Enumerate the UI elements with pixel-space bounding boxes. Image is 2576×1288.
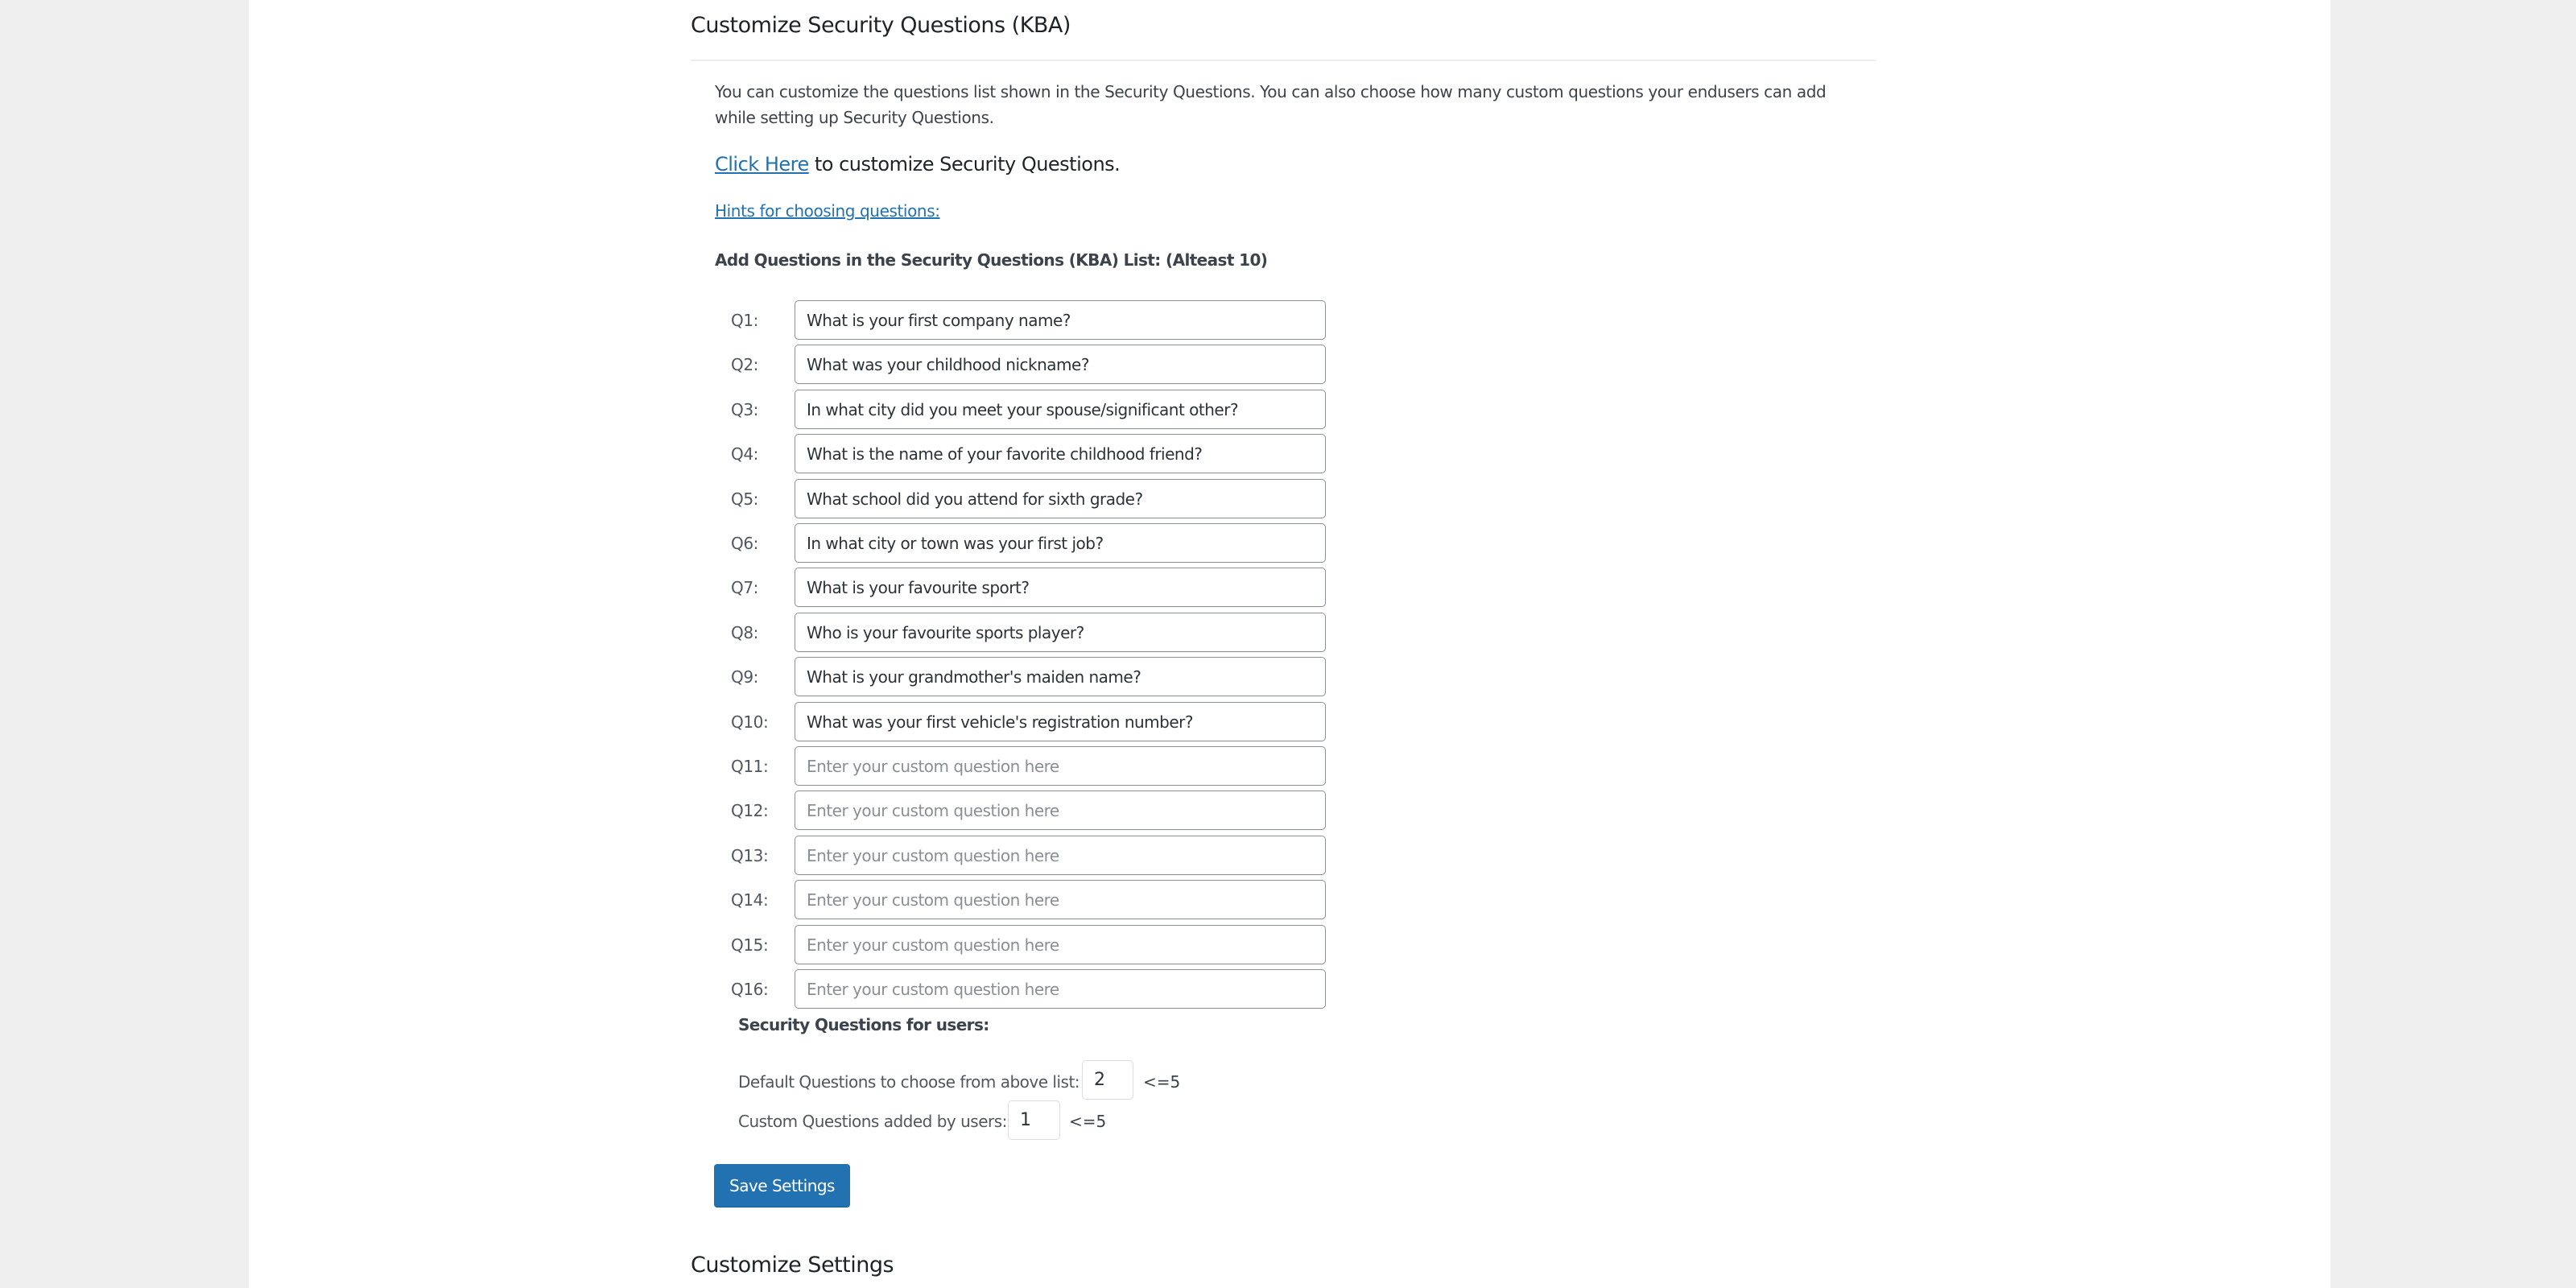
add-questions-heading: Add Questions in the Security Questions (KBA) List: (Alteast 10) <box>715 250 1268 270</box>
hints-link[interactable]: Hints for choosing questions: <box>715 201 940 221</box>
question-input-q15[interactable] <box>795 925 1326 964</box>
default-questions-limit: <=5 <box>1143 1072 1181 1092</box>
question-input-q5[interactable] <box>795 479 1326 518</box>
question-label: Q16: <box>731 980 769 999</box>
question-label: Q13: <box>731 846 769 865</box>
question-input-q8[interactable] <box>795 613 1326 652</box>
default-questions-label: Default Questions to choose from above list: <box>738 1072 1080 1092</box>
question-input-q7[interactable] <box>795 568 1326 607</box>
question-label: Q10: <box>731 712 769 732</box>
save-settings-button[interactable]: Save Settings <box>714 1164 850 1207</box>
custom-questions-label: Custom Questions added by users: <box>738 1112 1007 1131</box>
custom-questions-limit: <=5 <box>1069 1112 1107 1131</box>
question-input-q16[interactable] <box>795 969 1326 1009</box>
question-label: Q11: <box>731 757 769 776</box>
click-here-suffix: to customize Security Questions. <box>808 153 1121 175</box>
question-label: Q5: <box>731 489 759 509</box>
question-input-q13[interactable] <box>795 836 1326 875</box>
click-here-link[interactable]: Click Here <box>715 153 809 175</box>
users-heading: Security Questions for users: <box>738 1015 989 1034</box>
section-title-customize-settings: Customize Settings <box>691 1253 894 1278</box>
question-label: Q12: <box>731 801 769 820</box>
question-label: Q1: <box>731 311 759 330</box>
question-input-q2[interactable] <box>795 345 1326 384</box>
question-label: Q3: <box>731 400 759 419</box>
question-label: Q4: <box>731 444 759 464</box>
custom-questions-input[interactable] <box>1008 1100 1060 1140</box>
customize-link-line <box>715 153 1120 175</box>
question-label: Q9: <box>731 667 759 687</box>
question-label: Q2: <box>731 355 759 374</box>
question-input-q11[interactable] <box>795 746 1326 786</box>
section-title-kba: Customize Security Questions (KBA) <box>691 13 1071 38</box>
question-input-q12[interactable] <box>795 791 1326 830</box>
question-label: Q8: <box>731 623 759 642</box>
question-input-q3[interactable] <box>795 390 1326 429</box>
question-input-q6[interactable] <box>795 523 1326 563</box>
question-label: Q15: <box>731 935 769 955</box>
question-input-q9[interactable] <box>795 657 1326 696</box>
kba-description: You can customize the questions list shown in the Security Questions. You can also choose how many custom questions your endusers can add while setting up Security Questions. <box>715 82 1827 127</box>
question-label: Q14: <box>731 890 769 910</box>
title-divider <box>691 60 1876 61</box>
default-questions-input[interactable] <box>1082 1060 1133 1100</box>
question-input-q14[interactable] <box>795 880 1326 919</box>
question-label: Q6: <box>731 534 759 553</box>
question-input-q10[interactable] <box>795 702 1326 741</box>
question-input-q4[interactable] <box>795 434 1326 473</box>
question-input-q1[interactable] <box>795 300 1326 340</box>
question-label: Q7: <box>731 578 759 597</box>
